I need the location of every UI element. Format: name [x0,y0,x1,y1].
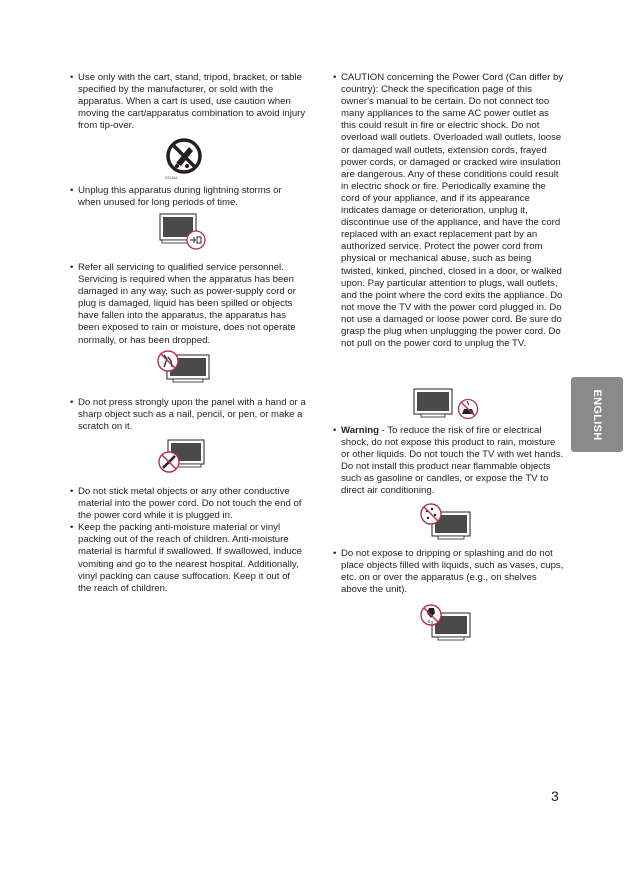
safety-item-metal [70,486,306,595]
warning-label: Warning [341,425,380,436]
page-number: 3 [551,788,559,804]
no-cart-tipover-icon [163,137,205,181]
no-self-service-icon [155,349,215,385]
language-tab-label: ENGLISH [591,389,603,440]
safety-text: • Do not expose to dripping or splashing and do not place objects filled with liquids, such as vases, cups, etc. on or over the apparatus (e.g., on shelves above the unit). [333,548,565,596]
svg-text:S3125A: S3125A [165,176,178,180]
safety-text: • Unplug this apparatus during lightning storms or when unused for long periods of time. [70,185,306,209]
safety-item-panel [70,397,306,433]
safety-item-splashing [333,548,565,596]
no-rain-tv-icon [420,503,472,541]
no-pen-on-panel-icon [157,438,207,474]
safety-text: • Do not press strongly upon the panel with a hand or a sharp object such as a nail, pencil, or pen, or make a scratch on it. [70,397,306,433]
safety-item-power-cord [333,72,565,350]
language-tab [571,377,623,452]
unplug-tv-icon [158,212,210,250]
safety-item-warning [333,425,565,498]
safety-text: • Keep the packing anti-moisture material or vinyl packing out of the reach of children. Anti-moisture material is harmful if swallowed. If swallowed, induce vomiting and go to the nearest hospital. Additionally, vinyl packing can cause suffocation. Keep it out of the reach of children. [70,522,306,595]
no-water-tv-icon [413,388,481,420]
safety-item-unplug [70,185,306,209]
safety-item-cart [70,72,306,132]
safety-text: • Refer all servicing to qualified service personnel. Servicing is required when the apparatus has been damaged in any way, such as power-supply cord or plug is damaged, liquid has been spilled or objects have fallen into the apparatus, the apparatus has been exposed to rain or moisture, does not operate normally, or has been dropped. [70,262,306,347]
safety-text: - To reduce the risk of fire or electrical shock, do not expose this product to rain, moisture or other liquids. Do not touch the TV with wet hands. Do not install this product near flammable objects such as gasoline or candles, or expose the TV to direct air conditioning. [341,425,564,497]
safety-text: • Do not stick metal objects or any other conductive material into the power cord. Do not touch the end of the power cord while it is plugged in. [70,486,306,522]
safety-text: • CAUTION concerning the Power Cord (Can differ by country): Check the specification page of this owner's manual to be certain. Do not connect too many appliances to the same AC power outlet as this could result in fire or electric shock. Do not overload wall outlets. Overloaded wall outlets, loose or damaged wall outlets, extension cords, frayed power cords, or damaged or cracked wire insulation are dangerous. Any of these conditions could result in electric shock or fire. Periodically examine the cord of your appliance, and if its appearance indicates damage or deterioration, unplug it, discontinue use of the appliance, and have the cord replaced with an exact replacement part by an authorized service. Protect the power cord from physical or mechanical abuse, such as being twisted, kinked, pinched, closed in a door, or walked upon. Pay particular attention to plugs, wall outlets, and the point where the cord exits the appliance. Do not move the TV with the power cord plugged in. Do not use a damaged or loose power cord. Be sure do grasp the plug when unplugging the power cord. Do not pull on the power cord to unplug the TV. [333,72,565,350]
safety-text: • Use only with the cart, stand, tripod, bracket, or table specified by the manufacturer, or sold with the apparatus. When a cart is used, use caution when moving the cart/apparatus combination to avoid injury from tip-over. [70,72,306,132]
safety-item-servicing [70,262,306,347]
no-vase-tv-icon [420,604,472,642]
